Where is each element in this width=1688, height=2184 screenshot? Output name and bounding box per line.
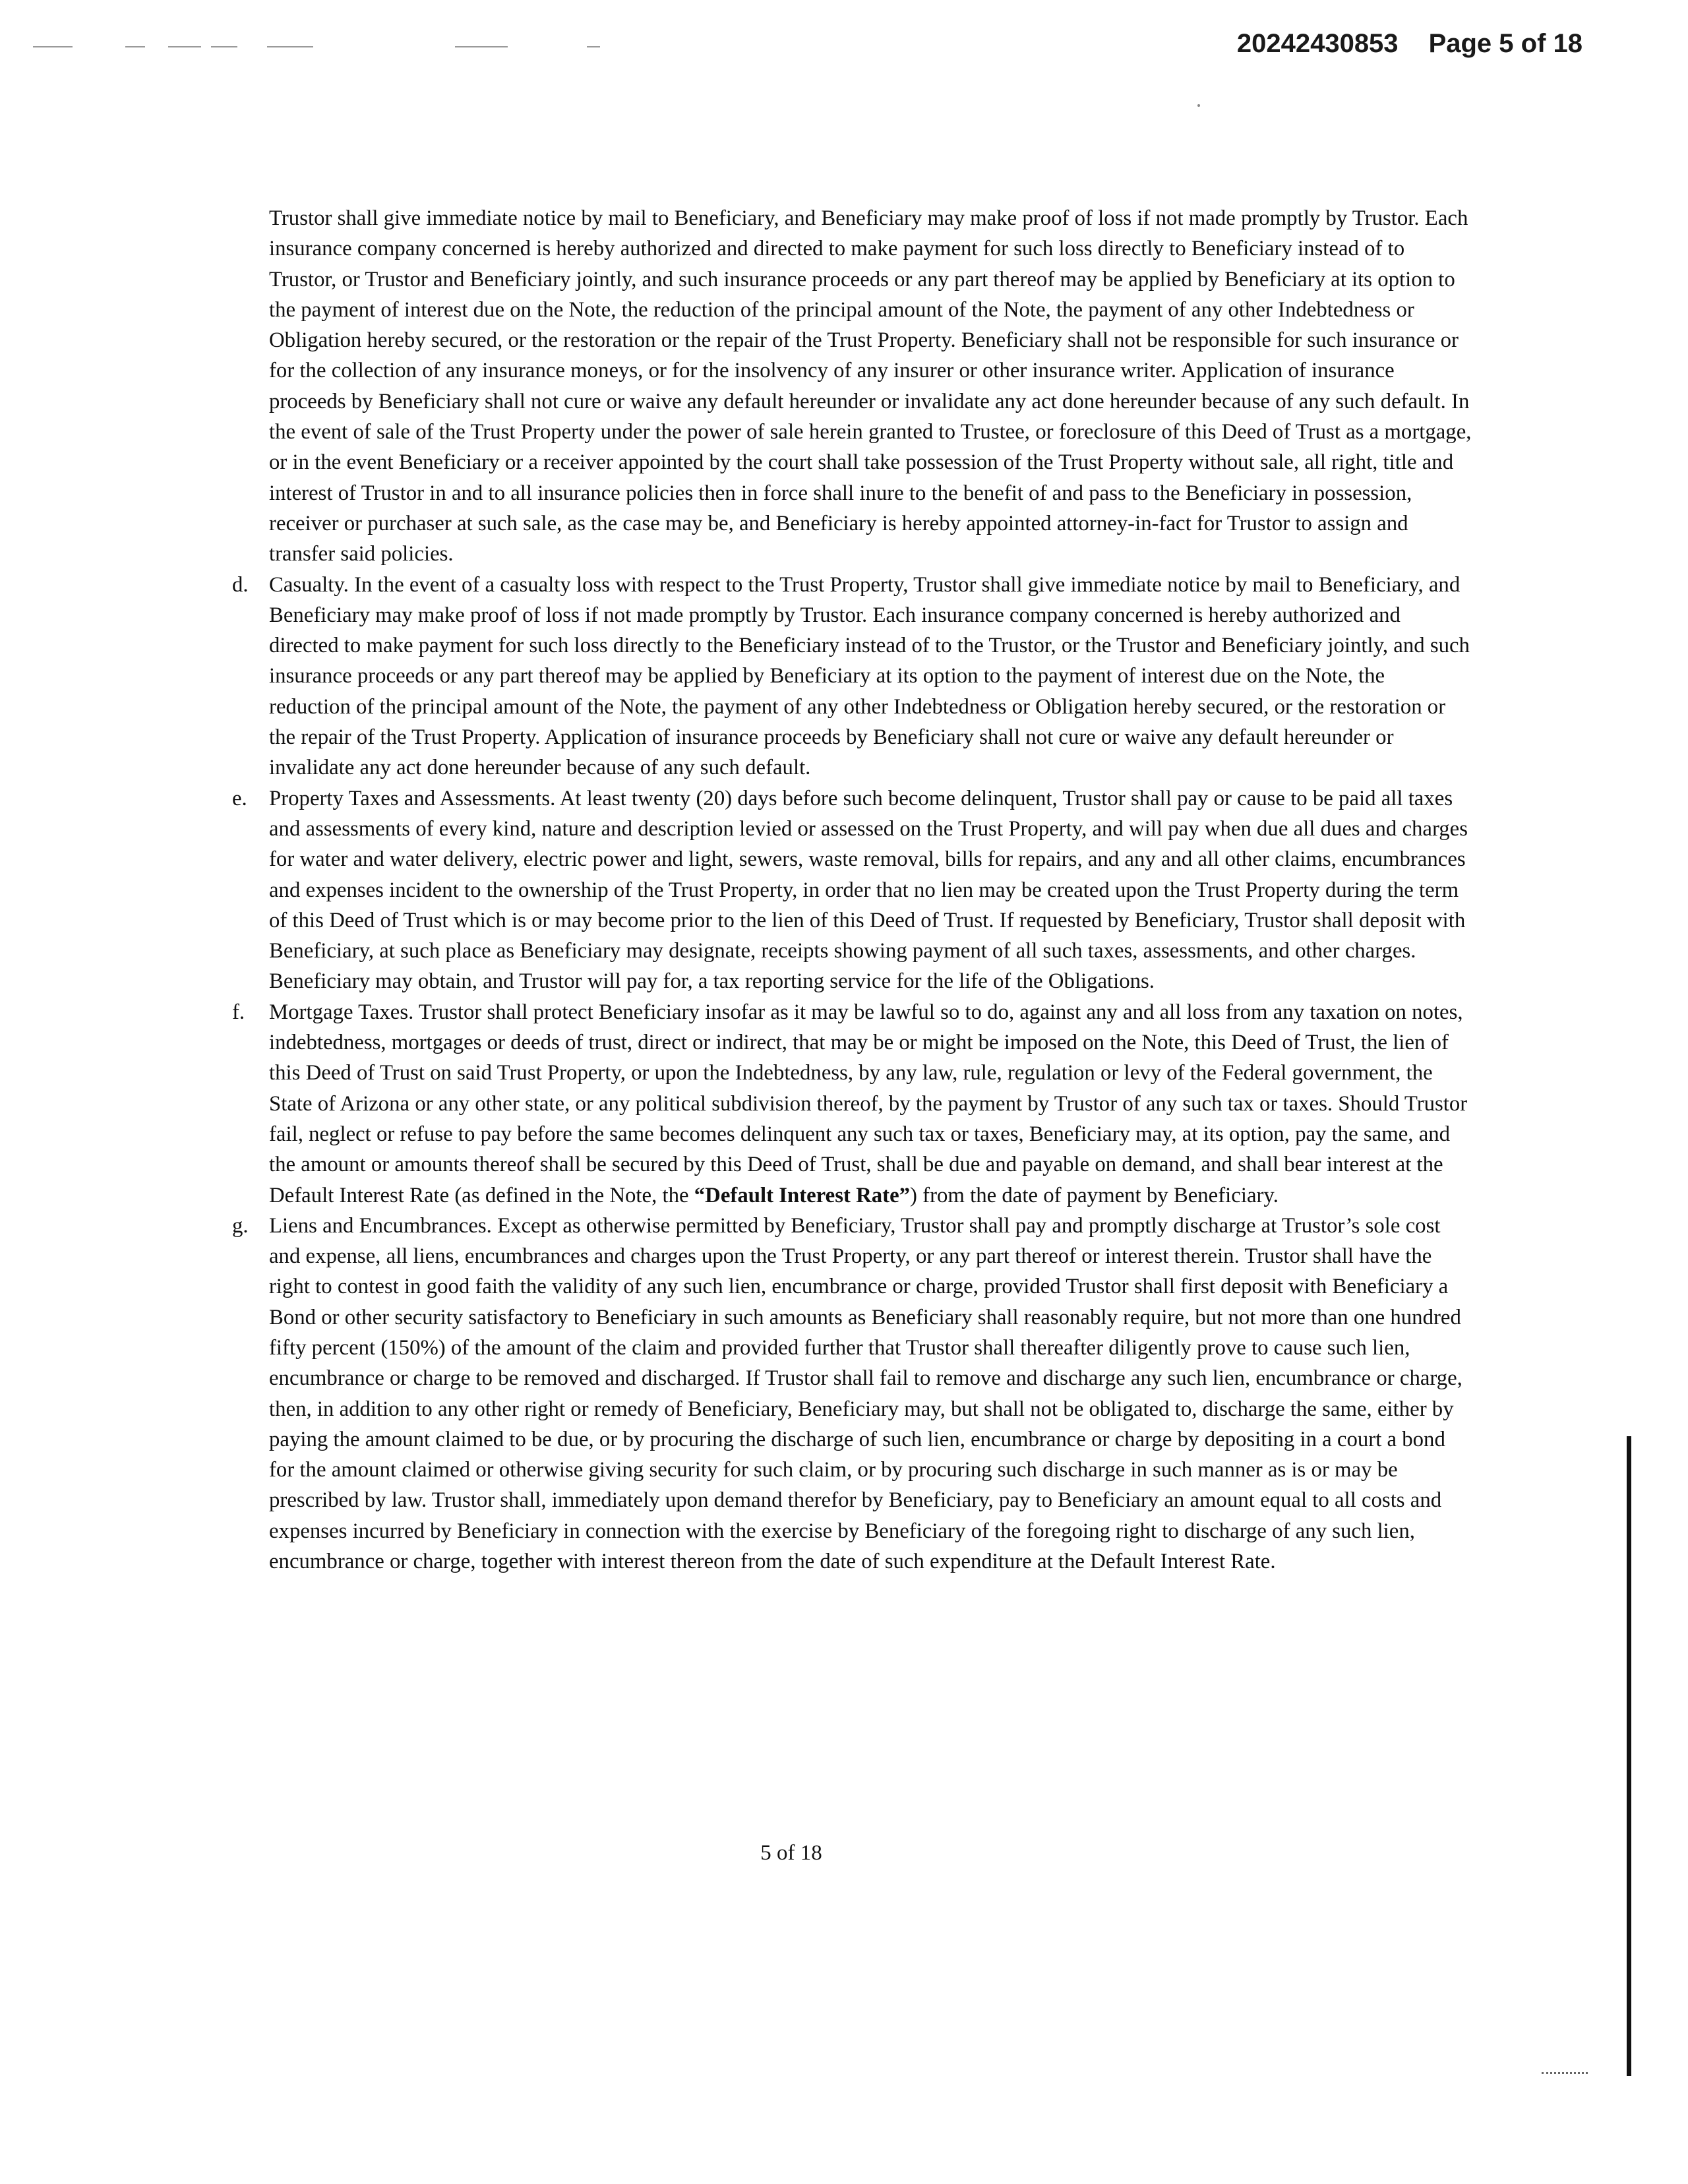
footer-page-number: 5 of 18 (760, 1841, 822, 1865)
section-letter: e. (232, 786, 247, 810)
insurance-continuation-paragraph: Trustor shall give immediate notice by mail to Beneficiary, and Beneficiary may make proof of loss if not made promptly by Trustor. Each insurance company concerned is hereby authorized and directed to make payment for such loss directly to Beneficiary instead of to Trustor, or Trustor and Beneficiary jointly, and such insurance proceeds or any part thereof may be applied by Beneficiary at its option to the payment of interest due on the Note, the reduction of the principal amount of the Note, the payment of any other Indebtedness or Obligation hereby secured, or the restoration or the repair of the Trust Property. Beneficiary shall not be responsible for such insurance or for the collection of any insurance moneys, or for the insolvency of any insurer or other insurance writer. Application of insurance proceeds by Beneficiary shall not cure or waive any default hereunder or invalidate any act done hereunder because of any such default. In the event of sale of the Trust Property under the power of sale herein granted to Trustee, or foreclosure of this Deed of Trust as a mortgage, or in the event Beneficiary or a receiver appointed by the court shall take possession of the Trust Property without sale, all right, title and interest of Trustor in and to all insurance policies then in force shall inure to the benefit of and pass to the Beneficiary in possession, receiver or purchaser at such sale, as the case may be, and Beneficiary is hereby appointed attorney-in-fact for Trustor to assign and transfer said policies. (269, 206, 1472, 566)
scan-corner-dots (1542, 2072, 1588, 2076)
section-letter: f. (232, 1000, 245, 1024)
section-text-end: ) from the date of payment by Beneficiary. (910, 1183, 1279, 1207)
section-text: Casualty. In the event of a casualty loss with respect to the Trust Property, Trustor shall give immediate notice by mail to Beneficiary, and Beneficiary may make proof of loss if not made promptly by Trustor. Each insurance company concerned is hereby authorized and directed to make payment for such loss directly to the Beneficiary instead of to the Trustor, or the Trustor and Beneficiary jointly, and such insurance proceeds or any part thereof may be applied by Beneficiary at its option to the payment of interest due on the Note, the reduction of the principal amount of the Note, the payment of any other Indebtedness or Obligation hereby secured, or the restoration or the repair of the Trust Property. Application of insurance proceeds by Beneficiary shall not cure or waive any default hereunder or invalidate any act done hereunder because of any such default. (269, 572, 1470, 780)
document-body (232, 203, 1472, 1577)
section-g-liens (232, 1211, 1472, 1577)
section-letter: d. (232, 572, 249, 597)
section-e-property-taxes (232, 783, 1472, 997)
recording-header (1237, 29, 1582, 59)
page-label: Page 5 of 18 (1428, 29, 1582, 58)
scan-edge-bar (1627, 1436, 1631, 2076)
document-number: 20242430853 (1236, 29, 1399, 58)
scan-speck (1197, 104, 1200, 107)
section-letter: g. (232, 1213, 249, 1238)
section-f-mortgage-taxes (232, 997, 1472, 1211)
section-text: Liens and Encumbrances. Except as otherwise permitted by Beneficiary, Trustor shall pay and promptly discharge at Trustor’s sole cost and expense, all liens, encumbrances and charges upon the Trust Property, or any part thereof or interest therein. Trustor shall have the right to contest in good faith the validity of any such lien, encumbrance or charge, provided Trustor shall first deposit with Beneficiary a Bond or other security satisfactory to Beneficiary in such amounts as Beneficiary shall reasonably require, but not more than one hundred fifty percent (150%) of the amount of the claim and provided further that Trustor shall thereafter diligently prove to cause such lien, encumbrance or charge to be removed and discharged. If Trustor shall fail to remove and discharge any such lien, encumbrance or charge, then, in addition to any other right or remedy of Beneficiary, Beneficiary may, but shall not be obligated to, discharge the same, either by paying the amount claimed to be due, or by procuring the discharge of such lien, encumbrance or charge by depositing in a court a bond for the amount claimed or otherwise giving security for such claim, or by procuring such discharge in such manner as is or may be prescribed by law. Trustor shall, immediately upon demand therefor by Beneficiary, pay to Beneficiary an amount equal to all costs and expenses incurred by Beneficiary in connection with the exercise by Beneficiary of the foregoing right to discharge of any such lien, encumbrance or charge, together with interest thereon from the date of such expenditure at the Default Interest Rate. (269, 1213, 1462, 1574)
section-d-casualty (232, 570, 1472, 783)
scan-artifact-marks (33, 46, 613, 49)
defined-term: “Default Interest Rate” (694, 1183, 911, 1207)
section-text: Property Taxes and Assessments. At least twenty (20) days before such become delinquent, Trustor shall pay or cause to be paid all taxes and assessments of every kind, nature and description levied or assessed on the Trust Property, and will pay when due all dues and charges for water and water delivery, electric power and light, sewers, waste removal, bills for repairs, and any and all other claims, encumbrances and expenses incident to the ownership of the Trust Property, in order that no lien may be created upon the Trust Property during the term of this Deed of Trust which is or may become prior to the lien of this Deed of Trust. If requested by Beneficiary, Trustor shall deposit with Beneficiary, at such place as Beneficiary may designate, receipts showing payment of all such taxes, assessments, and other charges. Beneficiary may obtain, and Trustor will pay for, a tax reporting service for the life of the Obligations. (269, 786, 1468, 994)
section-text: Mortgage Taxes. Trustor shall protect Beneficiary insofar as it may be lawful so to do, against any and all loss from any taxation on notes, indebtedness, mortgages or deeds of trust, direct or indirect, that may be or might be imposed on the Note, this Deed of Trust, the lien of this Deed of Trust on said Trust Property, or upon the Indebtedness, by any law, rule, regulation or levy of the Federal government, the State of Arizona or any other state, or any political subdivision thereof, by the payment by Trustor of any such tax or taxes. Should Trustor fail, neglect or refuse to pay before the same becomes delinquent any such tax or taxes, Beneficiary may, at its option, pay the same, and the amount or amounts thereof shall be secured by this Deed of Trust, shall be due and payable on demand, and shall bear interest at the Default Interest Rate (as defined in the Note, the (269, 1000, 1468, 1207)
